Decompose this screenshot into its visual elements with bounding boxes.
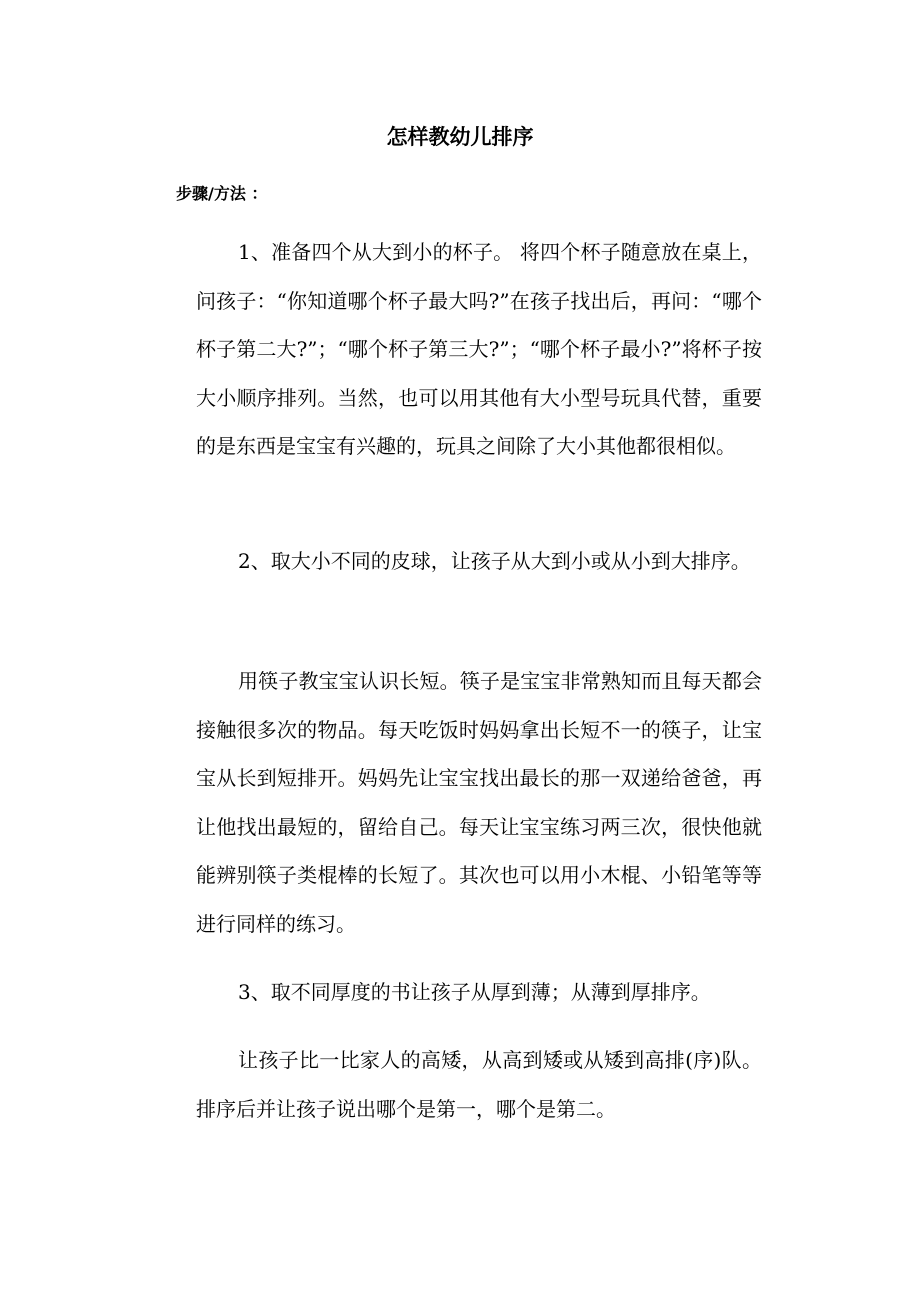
paragraph-step-1: 1、准备四个从大到小的杯子。 将四个杯子随意放在桌上，问孩子：“你知道哪个杯子最大吗?”在孩子找出后，再问：“哪个杯子第二大?”；“哪个杯子第三大?”；“哪个杯子最小?”将杯子按大小顺序排列。当然，也可以用其他有大小型号玩具代替，重要的是东西是宝宝有兴趣的，玩具之间除了大小其他都很相似。	[196, 240, 762, 458]
document-title: 怎样教幼儿排序	[386, 125, 534, 149]
paragraph-height: 让孩子比一比家人的高矮，从高到矮或从矮到高排(序)队。排序后并让孩子说出哪个是第一，哪个是第二。	[196, 1048, 762, 1121]
paragraph-step-2: 2、取大小不同的皮球，让孩子从大到小或从小到大排序。	[238, 549, 751, 573]
paragraph-chopsticks: 用筷子教宝宝认识长短。筷子是宝宝非常熟知而且每天都会接触很多次的物品。每天吃饭时妈妈拿出长短不一的筷子，让宝宝从长到短排开。妈妈先让宝宝找出最长的那一双递给爸爸，再让他找出最短的，留给自己。每天让宝宝练习两三次，很快他就能辨别筷子类棍棒的长短了。其次也可以用小木棍、小铅笔等等进行同样的练习。	[196, 669, 762, 936]
steps-heading: 步骤/方法 ：	[176, 184, 268, 203]
paragraph-step-3: 3、取不同厚度的书让孩子从厚到薄；从薄到厚排序。	[238, 980, 711, 1004]
